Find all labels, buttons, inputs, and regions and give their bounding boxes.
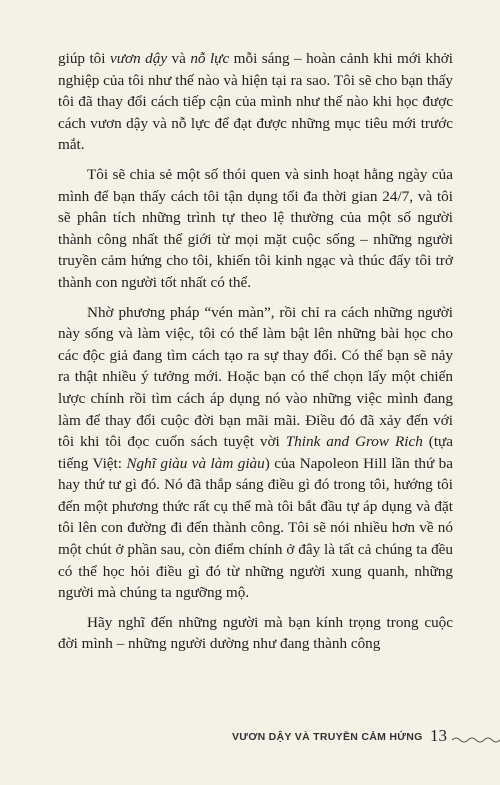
text-run: Hãy nghĩ đến những người mà bạn kính trọng trong cuộc đời mình – những người dường như đang thành công <box>58 613 453 653</box>
text-run: ) của Napoleon Hill lần thứ ba hay thứ tư gì đó. Nó đã thắp sáng điều gì đó trong tôi, hướng tôi đến một phương thức rất cụ thể mà tôi bắt đầu tự áp dụng và đặt tôi lên con đường đi đến thành công. Tôi sẽ nói nhiều hơn về nó một chút ở phần sau, còn điểm chính ở đây là tất cả chúng ta đều có thể học hỏi điều gì đó từ những người xung quanh, những người mà chúng ta ngưỡng mộ. <box>58 454 453 602</box>
page-footer <box>0 727 500 751</box>
text-run: mỗi sáng – hoàn cảnh khi mới khởi nghiệp của tôi như thế nào và hiện tại ra sao. Tôi sẽ cho bạn thấy tôi đã thay đổi cách tiếp cận của mình như thế nào khi học được cách vươn dậy và nỗ lực để đạt được những mục tiêu mới trước mắt. <box>58 50 453 154</box>
italic-text: Think and Grow Rich <box>285 433 423 451</box>
running-head: VƯƠN DẬY VÀ TRUYỀN CẢM HỨNG <box>232 731 423 743</box>
text-run: và <box>167 50 191 67</box>
paragraph-3 <box>58 302 453 604</box>
text-run: Tôi sẽ chia sẻ một số thói quen và sinh hoạt hằng ngày của mình để bạn thấy cách tôi tận dụng tối đa thời gian 24/7, và tôi sẽ phân tích những trình tự theo lệ thường của một số người thành công nhất thế giới từ mọi mặt cuộc sống – những người truyền cảm hứng cho tôi, khiến tôi kinh ngạc và thúc đẩy tôi trở thành con người tốt nhất có thể. <box>58 165 453 291</box>
wave-ornament-icon <box>452 735 500 745</box>
italic-text: nỗ lực <box>190 50 230 67</box>
italic-text: Nghĩ giàu và làm giàu <box>126 454 265 472</box>
paragraph-2 <box>58 164 453 294</box>
paragraph-4 <box>58 612 453 655</box>
text-run: (tựa tiếng Việt: <box>58 433 454 472</box>
text-run: Nhờ phương pháp “vén màn”, rồi chỉ ra cách những người này sống và làm việc, tôi có thể làm bật lên những bài học cho các độc giả đang tìm cách tạo ra sự thay đổi. Có thể bạn sẽ nảy ra thật nhiều ý tưởng mới. Hoặc bạn có thể chọn lấy một chiến lược chính rồi tìm cách áp dụng nó vào những việc mình đang làm để thay đổi cuộc đời bạn mãi mãi. Điều đó đã xảy đến với tôi khi tôi đọc cuốn sách tuyệt vời <box>58 303 453 451</box>
body-text <box>58 48 453 663</box>
italic-text: vươn dậy <box>109 50 168 67</box>
page-number: 13 <box>430 726 447 745</box>
paragraph-1 <box>58 48 453 156</box>
text-run: giúp tôi <box>58 50 110 67</box>
